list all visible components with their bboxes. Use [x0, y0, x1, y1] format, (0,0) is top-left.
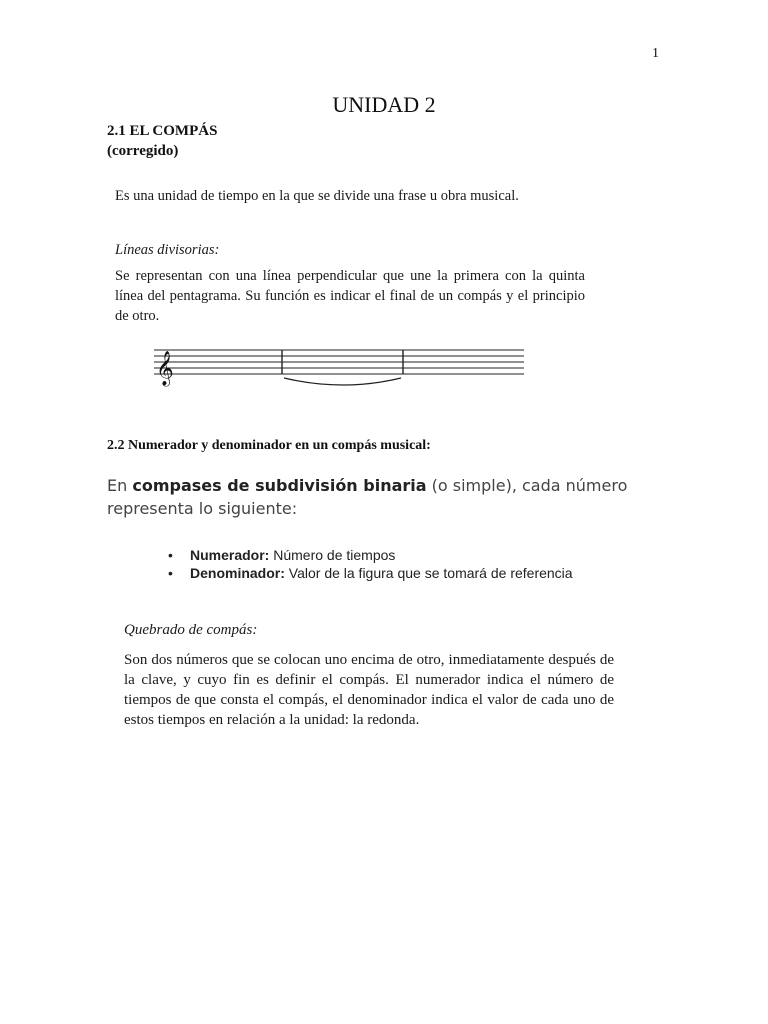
intro-prefix: En [107, 476, 133, 495]
treble-clef-icon: 𝄞 [156, 351, 174, 386]
section-number: 2.1 [107, 123, 126, 139]
section-subtitle: (corregido) [107, 143, 179, 159]
section-heading-2-2: 2.2 Numerador y denominador en un compás musical: [107, 438, 431, 453]
intro-bold: compases de subdivisión binaria [132, 476, 427, 495]
bullet-label: Denominador: [190, 565, 285, 581]
bullet-icon: • [168, 547, 173, 563]
scanned-time-signature-text [124, 620, 614, 730]
intro-paragraph [107, 474, 667, 520]
intro-suffix: (o simple), cada número representa lo siguiente: [107, 476, 628, 518]
list-item [168, 546, 573, 564]
bullet-text: Número de tiempos [269, 547, 396, 563]
scanned-definition: Es una unidad de tiempo en la que se divide una frase u obra musical. [115, 188, 519, 204]
page-number: 1 [652, 46, 659, 61]
time-signature-heading: Quebrado de compás: [124, 622, 258, 638]
bullet-text: Valor de la figura que se tomará de referencia [284, 565, 573, 581]
barlines-heading: Líneas divisorias: [115, 242, 220, 258]
time-signature-body: Son dos números que se colocan uno encima de otro, inmediatamente después de la clave, y cuyo fin es definir el compás. El numerador indica el número de tiempos de que consta el compás, el denominador indica el valor de cada uno de estos tiempos en relación a la unidad: la redonda. [124, 652, 614, 728]
section-title: EL COMPÁS [129, 123, 218, 139]
scanned-barlines-text [115, 240, 585, 326]
bullet-icon: • [168, 565, 173, 581]
barlines-body: Se representan con una línea perpendicular que une la primera con la quinta línea del pentagrama. Su función es indicar el final de un compás y el principio de otro. [115, 268, 585, 324]
bullet-list [168, 546, 573, 582]
staff-with-barlines-image [148, 342, 528, 394]
section-heading-2-1 [107, 121, 217, 161]
list-item [168, 564, 573, 582]
unit-title: UNIDAD 2 [332, 92, 436, 117]
bullet-label: Numerador: [190, 547, 270, 563]
